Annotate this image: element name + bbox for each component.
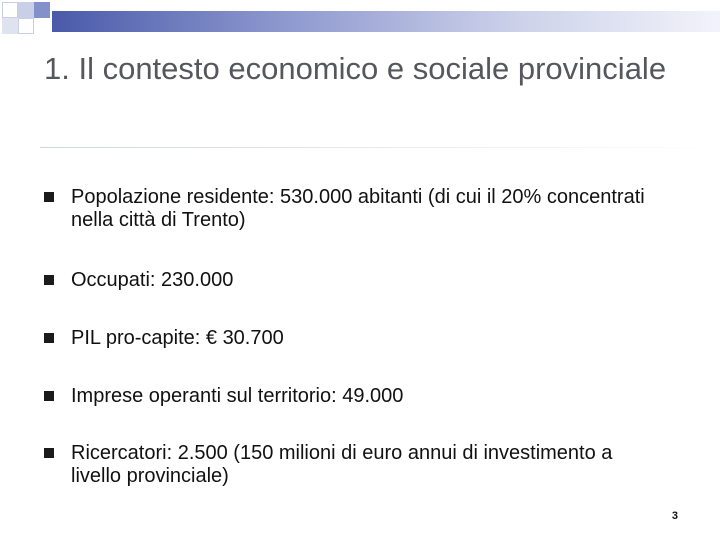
bullet-text: PIL pro-capite: € 30.700 <box>71 327 284 349</box>
bullet-text: Ricercatori: 2.500 (150 milioni di euro annui di investimento a livello provinciale) <box>71 442 613 487</box>
title-divider <box>40 147 720 148</box>
bullet-square-icon <box>44 192 54 202</box>
slide-title: 1. Il contesto economico e sociale provinciale <box>44 51 667 86</box>
decor-square <box>18 2 34 18</box>
decor-square <box>34 2 50 18</box>
decor-square <box>2 2 18 18</box>
page-number: 3 <box>671 510 678 522</box>
bullet-square-icon <box>44 448 54 458</box>
bullet-square-icon <box>44 275 54 285</box>
bullet-text: Imprese operanti sul territorio: 49.000 <box>71 385 404 407</box>
decor-square <box>2 18 18 34</box>
header-gradient-bar <box>52 11 720 32</box>
bullet-square-icon <box>44 333 54 343</box>
decor-square <box>18 18 34 34</box>
bullet-square-icon <box>44 391 54 401</box>
bullet-text: Occupati: 230.000 <box>71 269 234 291</box>
bullet-text: Popolazione residente: 530.000 abitanti (di cui il 20% concentrati nella città di Trento) <box>71 186 645 231</box>
